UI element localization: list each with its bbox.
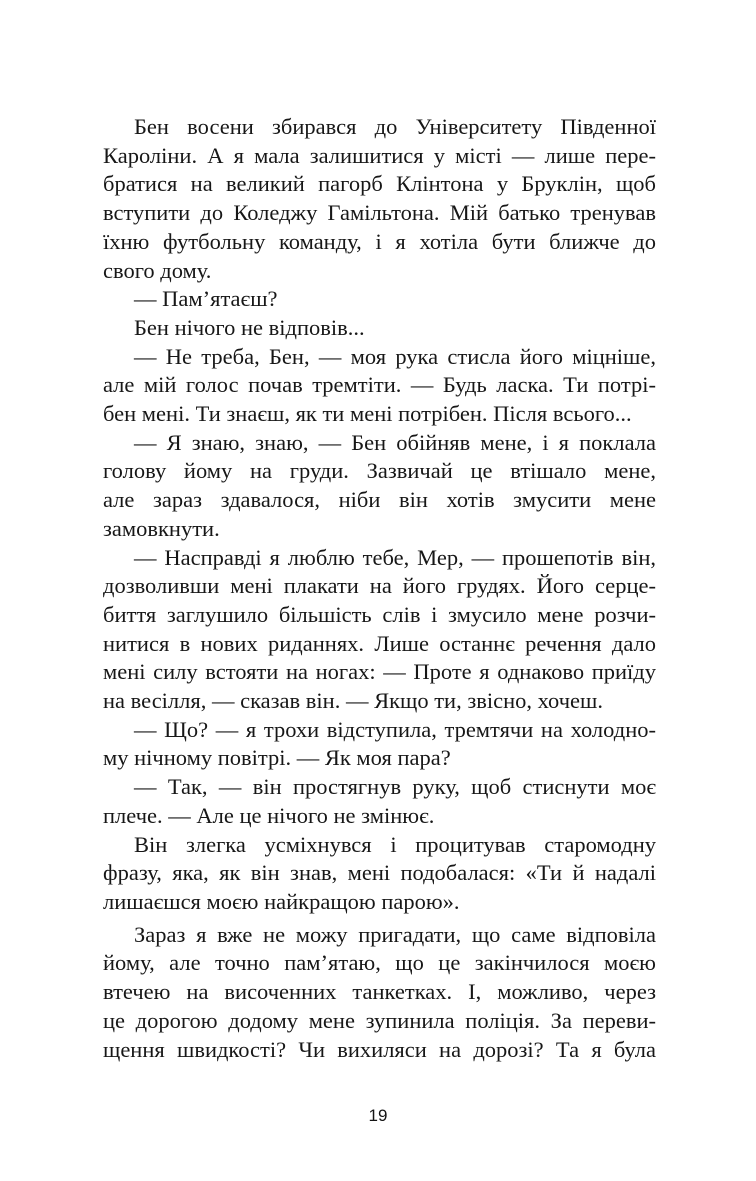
text-line: але зараз здавалося, ніби він хотів змусити мене [103,487,656,513]
paragraph [103,429,656,544]
text-line: фразу, яка, як він знав, мені подобалася: «Ти й надалі [103,860,656,886]
text-line: бен мені. Ти знаєш, як ти мені потрібен. Після всього... [103,401,632,427]
text-line: му нічному повітрі. — Як моя пара? [103,745,451,771]
text-line: братися на великий пагорб Клінтона у Бруклін, щоб [103,171,656,197]
paragraph [103,285,656,314]
text-line: Він злегка усміхнувся і процитував старомодну [134,831,656,857]
paragraph [103,921,656,1065]
paragraph [103,716,656,773]
text-line: нитися в нових риданнях. Лише останнє речення дало [103,630,656,656]
text-line: — Я знаю, знаю, — Бен обійняв мене, і я поклала [134,429,656,455]
text-line: биття заглушило більшість слів і змусило мене розчи- [103,601,656,627]
text-line: Зараз я вже не можу пригадати, що саме відповіла [134,921,656,947]
text-line: — Пам’ятаєш? [134,286,278,312]
text-line: — Що? — я трохи відступила, тремтячи на холодно- [134,716,656,742]
text-line: свого дому. [103,257,212,283]
text-line: втечею на височенних танкетках. І, можливо, через [103,979,656,1005]
text-line: на весілля, — сказав він. — Якщо ти, звісно, хочеш. [103,688,603,714]
text-line: вступити до Коледжу Гамільтона. Мій батько тренував [103,200,656,226]
text-line: їхню футбольну команду, і я хотіла бути ближче до [103,228,656,254]
text-line: замовкнути. [103,515,220,541]
page-number: 19 [368,1106,388,1125]
paragraph [103,113,656,285]
text-line: мені силу встояти на ногах: — Проте я однаково приїду [103,659,656,685]
text-line: лишаєшся моєю найкращою парою». [103,888,460,914]
text-line: щення швидкості? Чи вихиляси на дорозі? Та я була [103,1036,656,1062]
paragraph [103,314,656,343]
paragraph [103,831,656,917]
text-line: дозволивши мені плакати на його грудях. Його серце- [103,573,656,599]
text-block [103,113,656,1064]
text-line: але мій голос почав тремтіти. — Будь ласка. Ти потрі- [103,372,656,398]
text-line: Кароліни. А я мала залишитися у місті — лише пере- [103,142,656,168]
text-line: — Насправді я люблю тебе, Мер, — прошепотів він, [134,544,656,570]
paragraph [103,343,656,429]
paragraph [103,773,656,830]
text-line: — Так, — він простягнув руку, щоб стиснути моє [134,774,656,800]
text-line: йому, але точно пам’ятаю, що це закінчилося моєю [103,950,656,976]
paragraph [103,544,656,716]
text-line: це дорогою додому мене зупинила поліція. За переви- [103,1007,656,1033]
text-line: Бен восени збирався до Університету Південної [134,114,656,139]
text-line: Бен нічого не відповів... [134,314,365,340]
text-line: — Не треба, Бен, — моя рука стисла його міцніше, [134,343,656,369]
text-line: плече. — Але це нічого не змінює. [103,802,435,828]
text-line: голову йому на груди. Зазвичай це втішало мене, [103,458,656,484]
